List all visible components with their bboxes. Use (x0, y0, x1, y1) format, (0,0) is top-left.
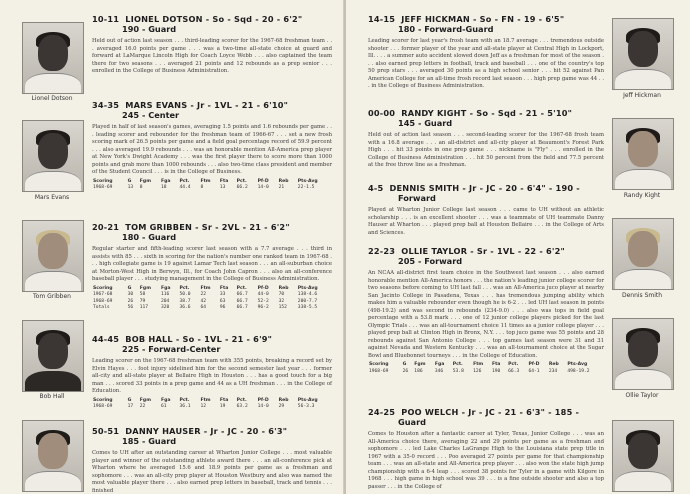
player-entry (368, 183, 604, 237)
jersey-shape (25, 171, 81, 192)
player-photo (612, 18, 674, 90)
jersey-shape (615, 369, 671, 390)
player-header-line2: Guard (398, 417, 426, 427)
player-header-line2: 185 - Guard (122, 436, 177, 446)
player-header: 34-35 MARS EVANS - Jr - 1VL - 21 - 6'10" (92, 100, 289, 110)
jersey-shape (615, 471, 671, 492)
player-header: 22-23 OLLIE TAYLOR - Sr - 1VL - 22 - 6'2" (368, 246, 565, 256)
stats-row: 1968-69 26 186 346 53.8 126 190 66.3 64-1 234 498-19.2 (369, 368, 590, 374)
head-shape (628, 231, 658, 267)
player-header-line2: 145 - Guard (398, 118, 453, 128)
head-shape (38, 433, 68, 469)
stats-row: 1968-69 26 79 204 38.7 42 63 66.7 52-2 32 200-7.7 (93, 298, 318, 304)
player-photo (22, 320, 84, 392)
player-bio: Played at Wharton Junior College last season . . . came to UH without an athletic scholarship . . . is an excellent shooter . . . was a teammate of UH teammate Danny Hauser at Wharton . . . played prep ball at Houston Bellaire . . . in the College of Arts and Sciences. (368, 207, 604, 236)
stats-header-row: Scoring G Fgm Fga Pct. Ftm Fta Pct. Pf-D Reb Pts-Avg (93, 397, 318, 403)
player-entry (92, 222, 332, 312)
player-entry (368, 108, 604, 170)
player-header: 24-25 POO WELCH - Jr - JC - 21 - 6'3" - 185 - (368, 407, 580, 417)
jersey-shape (25, 271, 81, 292)
player-header: 10-11 LIONEL DOTSON - So - Sqd - 20 - 6'2" (92, 14, 303, 24)
head-shape (628, 433, 658, 469)
photo-caption: Lionel Dotson (31, 95, 73, 102)
player-photo (612, 318, 674, 390)
photo-caption: Jeff Hickman (623, 92, 661, 99)
stats-totals-row: Totals 56 117 320 36.6 64 96 66.7 96-2 152 338-5.5 (93, 305, 318, 310)
head-shape (38, 133, 68, 169)
player-photo (22, 420, 84, 492)
player-header: 44-45 BOB HALL - So - 1VL - 21 - 6'9" (92, 334, 273, 344)
player-entry (368, 14, 604, 91)
jersey-shape (615, 69, 671, 90)
head-shape (628, 31, 658, 67)
right-page (346, 0, 690, 494)
photo-caption: Mars Evans (34, 194, 70, 201)
player-bio: Played in half of last season's games, averaging 1.5 points and 1.6 rebounds per game . . . leading scorer and rebounder for the freshman team of 1966-67 . . . set a new frosh scoring mark of 26.5 points per game and a field goal percentage record of 59.9 percent . . . also averaged 19.9 rebounds . . . was an honorable mention All-America prep player at New York's Dwight Academy . . . was the first player there to score more than 1000 points and grab more than 1000 rebounds . . . also two-time class president and member of the Student Council . . . is in the College of Business. (92, 124, 332, 175)
player-entry (92, 14, 332, 76)
player-entry (368, 407, 604, 491)
head-shape (38, 35, 68, 71)
player-header: 00-00 RANDY KIGHT - So - Sqd - 21 - 5'10" (368, 108, 573, 118)
player-bio: Comes to Houston after a fantastic career at Tyler, Texas, Junior College . . . was an All-America choice there, averaging 22 and 29 points per game as a freshman and sophomore . . . led Lake Charles LaGrange High to the Louisiana state prep title in 1967 with a 35-0 record . . . Poo averaged 27 points per game for that championship team . . . was an all-state and All-America prep player . . . also won the state high jump championship with a 6-4 leap . . . scored 38 points for Tyler in a game with Kilgore in 1968 . . . high game in high school was 39 . . . is a fine outside shooter and also a top passer . . . in the College of (368, 431, 604, 490)
player-header: 4-5 DENNIS SMITH - Jr - JC - 20 - 6'4" - 190 - (368, 183, 580, 193)
player-header-line2: 180 - Forward-Guard (398, 24, 494, 34)
player-entry (92, 334, 332, 411)
player-bio: Regular starter and fifth-leading scorer last season with a 7.7 average . . . third in assists with 85 . . . sixth in scoring for the nation's number one ranked team in 1967-68 . . . high collegiate game is 19 against Lamar Tech last season . . . an all-suburban choice at Morton-West High in Berwyn, Ill., for Coach John Capron . . . also an all-conference baseball player . . . studying management in the College of Business Administration. (92, 246, 332, 282)
player-photo (612, 118, 674, 190)
stats-table (368, 362, 604, 375)
head-shape (628, 331, 658, 367)
player-photo (22, 22, 84, 94)
stats-table (92, 286, 332, 312)
photo-caption: Tom Gribben (33, 293, 71, 300)
stats-header-row: Scoring G Fgm Fga Pct. Ftm Fta Pct. Pf-D Reb Pts-Avg (369, 362, 588, 367)
jersey-shape (25, 471, 81, 492)
player-header-line2: 205 - Forward (398, 256, 463, 266)
head-shape (38, 333, 68, 369)
head-shape (628, 131, 658, 167)
player-photo (612, 420, 674, 492)
head-shape (38, 233, 68, 269)
player-bio: Leading scorer on the 1967-68 freshman team with 355 points, breaking a record set by Elvin Hayes . . . foot injury sidelined him for the second semester last year . . . former all-city and all-state player at Bellaire High in Houston . . . has a good touch for a big man . . . scored 33 points in a prep game and 44 as a UH freshman . . . in the College of Education. (92, 358, 332, 394)
jersey-shape (615, 269, 671, 290)
player-entry (368, 246, 604, 375)
left-page (0, 0, 344, 494)
photo-caption: Randy Kight (623, 192, 661, 199)
player-header: 14-15 JEFF HICKMAN - So - FN - 19 - 6'5" (368, 14, 565, 24)
player-bio: Held out of action last season . . . second-leading scorer for the 1967-68 frosh team with a 16.8 average . . . an all-district and all-city player at Beaumont's Forest Park High . . . hit 33 points in one prep game . . . nickname is "Fly" . . . enrolled in the College of Business Administration . . . hit 50 percent from the field and 77.5 percent at the free throw line as a freshman. (368, 132, 604, 168)
player-bio: Held out of action last season . . . third-leading scorer for the 1967-68 freshman team . . . averaged 16.0 points per game . . . was a two-time all-state choice at guard and forward at LaMarque Lincoln High for Coach Loyce Webb . . . also captained the team there for two seasons . . . averaged 21 points and 12 rebounds as a prep senior . . . enrolled in the College of Business Administration. (92, 38, 332, 74)
stats-row: 1968-69 13 8 18 44.4 8 13 66.2 14-0 21 22-1.5 (93, 185, 315, 190)
player-bio: Comes to UH after an outstanding career at Wharton Junior College . . . most valuable player and winner of the outstanding athlete award there . . . an all-conference pick at Wharton where he averaged 15.6 and 18.9 points per game as a freshman and sophomore . . . was an all-city prep player at Houston Westbury and also was named the most valuable player there . . . also earned prep letters in baseball, track and tennis . . . finished (92, 450, 332, 494)
player-header-line2: 245 - Center (122, 110, 180, 120)
player-photo (22, 120, 84, 192)
jersey-shape (25, 73, 81, 94)
stats-table (92, 398, 332, 411)
player-bio: Leading scorer for last year's frosh team with an 18.7 average . . . tremendous outside shooter . . . former player of the year and all-state player at Central High in Lockport, Ill. . . . a summer auto accident slowed down Jeff as a freshman for most of the season . . . also earned prep letters in football, track and baseball . . . one of the country's top 50 prep stars . . . averaged 30 points as a high school senior . . . hit 52 against Pan American College for an all-time frosh record last season . . . high prep game was 44 . . . in the College of Business Administration. (368, 38, 604, 89)
player-entry (92, 100, 332, 192)
player-header: 50-51 DANNY HAUSER - Jr - JC - 20 - 6'3" (92, 426, 288, 436)
player-header: 20-21 TOM GRIBBEN - Sr - 2VL - 21 - 6'2" (92, 222, 290, 232)
jersey-shape (25, 371, 81, 392)
photo-caption: Bob Hall (39, 393, 65, 400)
stats-row: 1968-69 17 22 61 36.1 12 19 63.2 14-0 29 56-3.3 (93, 404, 315, 409)
player-header-line2: 190 - Guard (122, 24, 177, 34)
stats-row: 1967-68 30 58 116 50.0 22 33 66.7 44-0 70 138-4.6 (93, 292, 318, 297)
player-entry (92, 426, 332, 494)
player-bio: An NCAA all-district first team choice in the Southwest last season . . . also earned honorable mention All-America honors . . . the nation's leading junior college scorer for two seasons before coming to UH last fall . . . was an All-America juco player at nearby San Jacinto College in Pasadena, Texas . . . has tremendous jumping ability which makes him a valuable rebounder even though he is 6-2 . . . led UH last season in points (498-19.2) and was second in rebounds (234-9.0) . . . also was tops in field goal percentage with a 53.8 mark . . . one of 12 junior college players picked for the last Olympic Trials . . . was an all-tournament choice 11 times as a junior college player . . . played prep ball at Clinton High in Bronx, N.Y. . . . top juco game was 55 points and 28 rebounds against San Antonio College . . . top games last season were 31 and 31 against Nevada and Western Kentucky . . . was an all-tournament choice at the Sugar Bowl and Bluebonnet tourneys . . . in the College of Education. (368, 270, 604, 359)
photo-caption: Ollie Taylor (625, 392, 659, 399)
stats-table (92, 179, 332, 192)
stats-header-row: Scoring G Fgm Fga Pct. Ftm Fta Pct. Pf-D Reb Pts-Avg (93, 178, 318, 184)
player-header-line2: Forward (398, 193, 436, 203)
photo-caption: Dennis Smith (621, 292, 663, 299)
player-photo (22, 220, 84, 292)
player-photo (612, 218, 674, 290)
jersey-shape (615, 169, 671, 190)
player-header-line2: 180 - Guard (122, 232, 177, 242)
player-header-line2: 225 - Forward-Center (122, 344, 221, 354)
stats-header-row: Scoring G Fgm Fga Pct. Ftm Fta Pct. Pf-D Reb Pts-Avg (93, 285, 318, 291)
